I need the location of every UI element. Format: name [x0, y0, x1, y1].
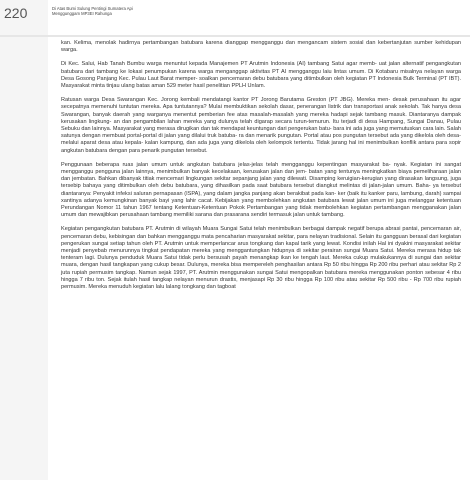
- running-header: [52, 6, 172, 17]
- running-header-line-1: Di Atas Bumi Sulung Pentingi Sumatera Api: [52, 6, 133, 11]
- paragraph: kan. Kelima, menolak hadirnya pertambangan batubara karena dianggap mengganggu dan mengancam sistem sosial dan kebertanjutan sumber kehidupan warga.: [61, 40, 461, 54]
- page-number: 220: [4, 5, 28, 21]
- running-header-line-2: Menggunggam MP3EI Rahunga: [52, 11, 112, 17]
- paragraph: Di Kec. Salui, Hab Tanah Bumbu warga menuntut kepada Manajemen PT Arutmin Indonesia (AI) tambang Satui agar memb- uat jalan alternatif pengangkutan batubara dari tambang ke lokasi penumpukan karena warga menganggap aktivitas PT AI mengganggu laiu lintas umum. Di Kotabaru misalnya nelayan warga Desa Gosong Panjang Kec. Pulau Laut Barat memper- soalkan pencemaran debu batubara yang ditimbulkan oleh kegiatan PT Indonesia Bulk Terminal (PT IBT). Masyarakat minta tinjau ulang batas aman 529 meter hasil penelitian PPLH Unlam.: [61, 61, 461, 90]
- body-text: [61, 40, 461, 298]
- paragraph: Penggunaan beberapa ruas jalan umum untuk angkutan batubara jelas-jelas telah mengganggu kepentingan masyarakat ba- nyak. Kegiatan ini sangat mengganggu pengguna jalan lainnya, menimbulkan banyak kecelakaan, kerusakan jalan dan jem- batan yang tentunya meningkatkan biaya pemeliharaan jalan dan jembatan. Bahkan dibanyak titiak mencemari lingkungan sekitar sepanjang jalan yang dilewati. Disamping keruigian-kerugian yang dirasakan langsung, juga tersebip bahaya yang ditimbulkan oleh debu batubara, yang dihasilkan pada saat batubara tersebut diangkut melintas di jalan-jalan umum. Baha- ya tersebut diantaranya: Penyakit infeksi saluran pernapasan (ISPA), yang dalam jangka panjang akan berakibat pada kan- ker (baik itu kanker paru, lambung, darah) sampai xantinya adanya kemungkinan banyak bayi yang lahir cacat. Kebijakan yang membolehkan angkutan batubara lewat jalan umum ini juga melanggar ketentuan Perundangan Nomor 11 tahun 1967 tentang Ketentuan-Ketentuan Pokok Pertambangan yang tidak membolehkan kegiatan pertambangan mengganakan jalan umum dan mewajibkan perusahaan tambang memiliki sarana dan prasarana sendiri termasuk jalan untuk tambang.: [61, 161, 461, 219]
- page-margin-band: [0, 0, 48, 480]
- header-divider: [0, 35, 470, 37]
- paragraph: Ratusan warga Desa Swarangan Kec. Jorong kembali mendatangi kantor PT Jorong Barutama Greston (PT JBG). Mereka men- desak perusahaan itu agar secepatnya memenuhi tuntutan mereka. Apa tuntutannya? Mulai membuktikan sekolah dasar, penerangan listrik dan transportasi anak sekolah. Tak hanya desa Swarangan, banyak daerah yang warganya menentut pemberian fee atas masalah-masalah yang mereka hadapi sejak tambang masuk. Diantaranya dampak kerusakan lingkung- an dan pengambilan lahan mereka yang dulunya telah digarap secara turun-temurun. Itu terjadi di desa Hampang, Sungai Danau, Pulau Sebuku dan lainnya. Masyarakat yang merasa dirugikan dan tak mendapat keuntungan dari pengerukan batu- bara ini ada juga yang memutuskan cara lain. Salah satunya dengan membuat portal-portal di jalan yang dilalui truk batuba- ra dan menarik pungutan. Portal atau pos pungutan tersebut ada yang dikelola oleh desa- melalui aparat desa atau kepala- kalan kampung, dan ada juga yang dikelola oleh kelompok tertentu. Tidak jarang hal ini menimbulkan konflik antara para sopir angkutan batubara dengan para penarik pungutan tersebut.: [61, 97, 461, 154]
- paragraph: Kegiatan pengangkutan batubara PT. Arutmin di wilayah Muara Sungai Satui telah menimbulkan berbagai dampak negatif berupa abrasi pantai, pencemaran air, pencemaran debu, kebisingan dan bahkan mengganggu mata pencaharian masyarakat sekitar, para nelayan tradisional. Selain itu gangguan berasal dari kegiatan pengerukan sungai setiap tahun oleh PT. Arutmin untuk memperlancar arus tongkang dan kapal tarik yang lewat. Kondisi inilah Hal ini dyakini masyarakat sekitar menjadi penyebab menurunnya tingkat pendapatan mereka yang menggantungkan hidupnya di sekitar perairan sungai Muara Satui. Mereka merasa hidup tak tenteram lagi. Dulunya penduduk Muara Satui tidak perlu bersusah payah menangkap ikan ke tengah laut. Mereka cukup mulakukannya di sungai dan sekitar muara, dengan hasil tangkapan yang cukup besar. Dulunya, mereka bisa mempereleh penghasilan antara Rp 50 ribu hingga Rp 200 ribu perhari atau sekitar Rp 2 juta rupiah permusim tangkap. Namun sejak 1997, PT. Arutmin menggunakan sungai Satui mengopalkan batubara mereka menggunakan ponton sebesar 4 ribu hingga 7 ribu ton. Sejak itulah hasil tangkap nelayan menurun drastis, menjasapi Rp 30 ribu hingga Rp 100 ribu atau sekitar Rp 500 ribu - Rp 700 ribu rupiah permusim. Mereka menuduh kegiatan lalu lalang tongkang dan tagboat: [61, 226, 461, 291]
